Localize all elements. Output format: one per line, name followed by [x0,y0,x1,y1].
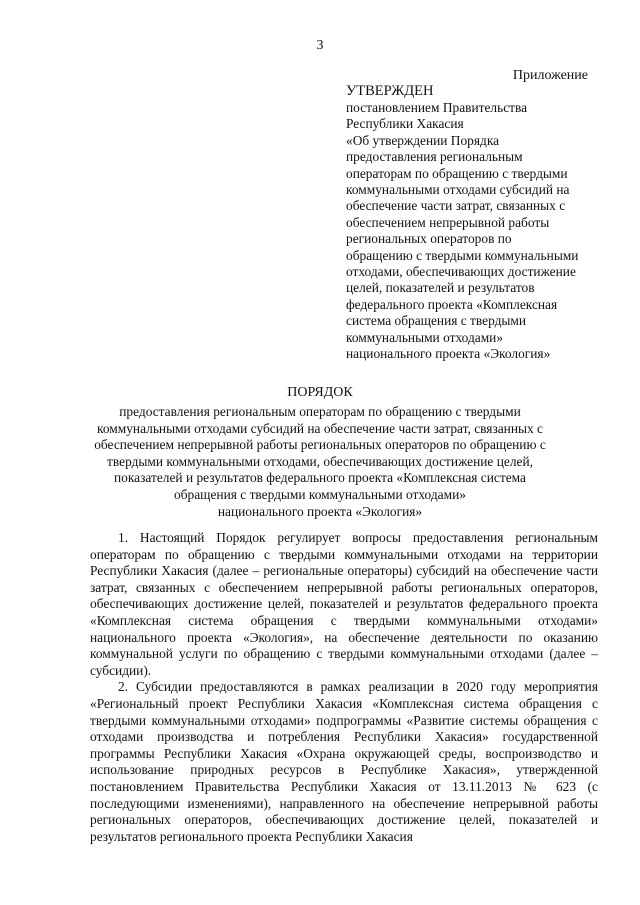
approval-line: система обращения с твердыми [346,313,527,329]
subtitle-line: обеспечением непрерывной работы региональных операторов по обращению с [94,437,546,453]
body-text [90,530,598,845]
subtitle-line: национального проекта «Экология» [217,503,423,519]
approval-line: обращению с твердыми коммунальными [346,247,579,263]
approval-line: региональных операторов по [346,231,512,247]
approval-line: обеспечение части затрат, связанных с [346,198,566,214]
subtitle-line: твердыми коммунальными отходами, обеспечивающих достижение целей, [107,453,533,469]
approval-title: УТВЕРЖДЕН [346,83,434,99]
approval-block [346,82,596,363]
approval-line: Республики Хакасия [346,116,464,132]
subtitle-line: предоставления региональным операторам по обращению с твердыми [119,404,521,419]
subtitle-line: коммунальными отходами субсидий на обеспечение части затрат, связанных с [97,420,543,436]
approval-line: «Об утверждении Порядка [346,132,500,148]
approval-line: федерального проекта «Комплексная [346,296,558,312]
page-number: 3 [316,38,324,53]
approval-line: обеспечением непрерывной работы [346,214,550,230]
subtitle-line: обращения с твердыми коммунальными отходами» [174,486,466,502]
paragraph-1: 1. Настоящий Порядок регулирует вопросы предоставления региональным операторам по обращению с твердыми коммунальными отходами на территории Республики Хакасия (далее – региональные операторы) субсидий на обеспечение части затрат, связанных с обеспечением непрерывной работы региональных операторов, обеспечивающих достижение целей, показателей и результатов федерального проекта «Комплексная система обращения с твердыми коммунальными отходами» национального проекта «Экология», на обеспечение деятельности по оказанию коммунальной услуги по обращению с твердыми коммунальными отходами (далее – субсидии). [90,530,598,678]
approval-line: национального проекта «Экология» [346,346,551,362]
approval-line: предоставления региональным [346,149,523,165]
approval-line: постановлением Правительства [346,100,528,115]
paragraph-2: 2. Субсидии предоставляются в рамках реализации в 2020 году мероприятия «Региональный проект Республики Хакасия «Комплексная система обращения с твердыми коммунальными отходами» подпрограммы «Развитие системы обращения с отходами производства и потребления Республики Хакасия» государственной программы Республики Хакасия «Охрана окружающей среды, воспроизводство и использование природных ресурсов в Республике Хакасия», утвержденной постановлением Правительства Республики Хакасия от 13.11.2013 № 623 (с последующими изменениями), направленного на обеспечение непрерывной работы региональных операторов, обеспечивающих достижение целей, показателей и результатов регионального проекта Республики Хакасия [90,679,598,844]
document-title: ПОРЯДОК [287,385,353,400]
appendix-label: Приложение [512,68,588,83]
approval-line: коммунальными отходами субсидий на [346,182,570,198]
approval-line: отходами, обеспечивающих достижение [346,264,576,280]
approval-line: коммунальными отходами» [346,329,504,345]
approval-line: целей, показателей и результатов [346,280,535,296]
document-subtitle [70,404,570,520]
subtitle-line: показателей и результатов федерального проекта «Комплексная система [114,470,526,486]
approval-line: операторам по обращению с твердыми [346,165,568,181]
